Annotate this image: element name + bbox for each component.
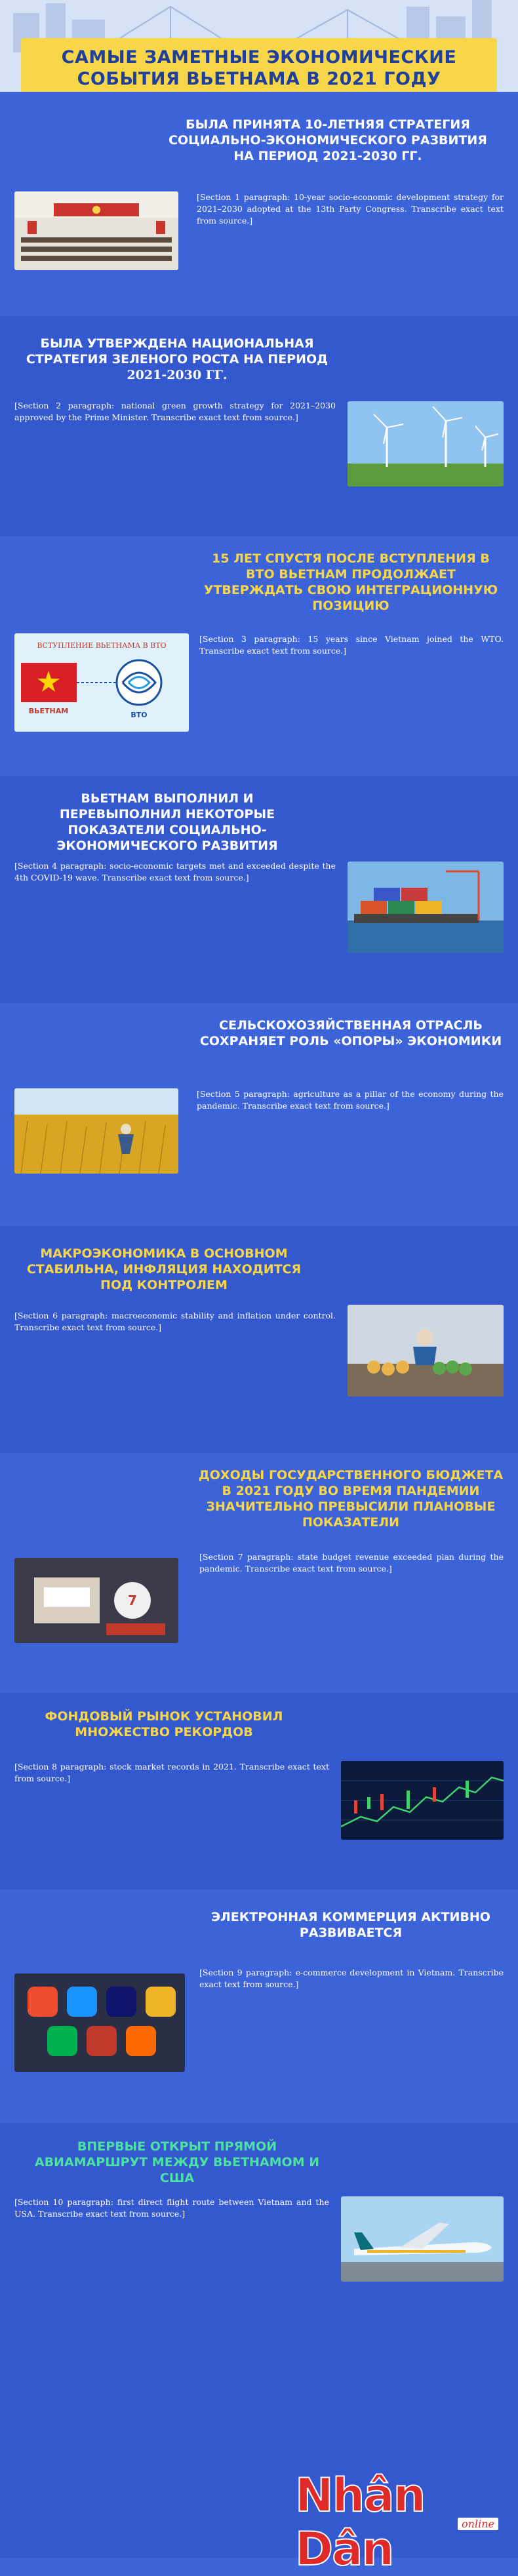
- section-heading: СЕЛЬСКОХОЗЯЙСТВЕННАЯ ОТРАСЛЬ СОХРАНЯЕТ РОЛЬ «ОПОРЫ» ЭКОНОМИКИ: [199, 1018, 502, 1048]
- logo-online-tag: online: [458, 2518, 498, 2530]
- section-wto-15-years: [0, 536, 518, 776]
- shopping-app-icon: [87, 2026, 117, 2056]
- port-containers-illustration: [348, 862, 504, 953]
- shopping-app-icon: [146, 1987, 176, 2017]
- section-heading-line1: БЫЛА УТВЕРЖДЕНА НАЦИОНАЛЬНАЯ СТРАТЕГИЯ ЗЕЛЕНОГО РОСТА НА ПЕРИОД: [26, 336, 329, 367]
- shopping-app-icon: [126, 2026, 156, 2056]
- hero-banner: [0, 0, 518, 92]
- section-body: [Section 9 paragraph: e-commerce development in Vietnam. Transcribe exact text from source.]: [199, 1968, 504, 1989]
- section-heading: ДОХОДЫ ГОСУДАРСТВЕННОГО БЮДЖЕТА В 2021 ГОДУ ВО ВРЕМЯ ПАНДЕМИИ ЗНАЧИТЕЛЬНО ПРЕВЫСИЛИ ПЛАНОВЫЕ ПОКАЗАТЕЛИ: [198, 1468, 504, 1530]
- section-body: [Section 4 paragraph: socio-economic targets met and exceeded despite the 4th COVID-19 wave. Transcribe exact text from source.]: [14, 861, 336, 882]
- section-heading: МАКРОЭКОНОМИКА В ОСНОВНОМ СТАБИЛЬНА, ИНФЛЯЦИЯ НАХОДИТСЯ ПОД КОНТРОЛЕМ: [26, 1246, 302, 1292]
- section-heading: ВПЕРВЫЕ ОТКРЫТ ПРЯМОЙ АВИАМАРШРУТ МЕЖДУ ВЬЕТНАМОМ И США: [34, 2139, 320, 2185]
- svg-text:7: 7: [128, 1593, 137, 1608]
- section-body: [Section 2 paragraph: national green growth strategy for 2021–2030 approved by the Prime Minister. Transcribe exact text from source.]: [14, 401, 336, 422]
- section-strategy-2021-2030: [0, 98, 518, 316]
- illus-caption: ВСТУПЛЕНИЕ ВЬЕТНАМА В ВТО: [37, 641, 167, 650]
- shopping-app-icon: [28, 1987, 58, 2017]
- illus-label-wto: ВТО: [130, 711, 148, 719]
- section-agriculture: [0, 1003, 518, 1226]
- stock-chart-illustration: [341, 1761, 504, 1840]
- section-direct-flight: [0, 2123, 518, 2576]
- section-heading: БЫЛА ПРИНЯТА 10-ЛЕТНЯЯ СТРАТЕГИЯ СОЦИАЛЬНО-ЭКОНОМИЧЕСКОГО РАЗВИТИЯ НА ПЕРИОД 2021-2030 ГГ.: [169, 117, 487, 163]
- market-illustration: [348, 1305, 504, 1397]
- wto-accession-illustration: [14, 633, 189, 732]
- section-heading-line2: 2021-2030 ГГ.: [127, 368, 228, 382]
- shopping-app-icon: [106, 1987, 136, 2017]
- section-heading: ВЬЕТНАМ ВЫПОЛНИЛ И ПЕРЕВЫПОЛНИЛ НЕКОТОРЫЕ ПОКАЗАТЕЛИ СОЦИАЛЬНО-ЭКОНОМИЧЕСКОГО РАЗВИТИЯ: [56, 791, 278, 853]
- shopping-app-icon: [67, 1987, 97, 2017]
- illus-label-vietnam: ВЬЕТНАМ: [28, 707, 69, 715]
- section-ecommerce: [0, 1890, 518, 2123]
- rice-field-illustration: [14, 1088, 178, 1174]
- shopping-app-icon: [47, 2026, 77, 2056]
- section-body: [Section 7 paragraph: state budget revenue exceeded plan during the pandemic. Transcribe exact text from source.]: [199, 1552, 504, 1574]
- wind-turbines-illustration: [348, 401, 504, 486]
- section-body: [Section 6 paragraph: macroeconomic stability and inflation under control. Transcribe exact text from source.]: [14, 1311, 336, 1332]
- section-body: [Section 8 paragraph: stock market records in 2021. Transcribe exact text from source.]: [14, 1762, 329, 1783]
- newspaper-logo[interactable]: [295, 2459, 498, 2576]
- section-body: [Section 10 paragraph: first direct flight route between Vietnam and the USA. Transcribe exact text from source.]: [14, 2197, 329, 2219]
- section-heading: 15 ЛЕТ СПУСТЯ ПОСЛЕ ВСТУПЛЕНИЯ В ВТО ВЬЕТНАМ ПРОДОЛЖАЕТ УТВЕРЖДАТЬ СВОЮ ИНТЕГРАЦИОННУЮ ПОЗИЦИЮ: [203, 551, 498, 613]
- ecommerce-apps-illustration: [14, 1973, 185, 2072]
- logo-wordmark: Nhân Dân: [295, 2468, 425, 2576]
- section-heading: [20, 336, 334, 383]
- section-budget-revenue: [0, 1453, 518, 1693]
- section-stock-market: [0, 1693, 518, 1890]
- airplane-illustration: [341, 2196, 504, 2282]
- section-heading: ФОНДОВЫЙ РЫНОК УСТАНОВИЛ МНОЖЕСТВО РЕКОРДОВ: [45, 1709, 283, 1739]
- section-body: [Section 1 paragraph: 10-year socio-economic development strategy for 2021–2030 adopted at the 13th Party Congress. Transcribe exact text from source.]: [197, 192, 504, 226]
- section-body: [Section 3 paragraph: 15 years since Vietnam joined the WTO. Transcribe exact text from source.]: [199, 634, 504, 656]
- title-banner: [21, 38, 497, 92]
- section-targets-met: [0, 776, 518, 1003]
- section-green-growth: [0, 316, 518, 536]
- section-macroeconomics: [0, 1226, 518, 1453]
- section-heading: ЭЛЕКТРОННАЯ КОММЕРЦИЯ АКТИВНО РАЗВИВАЕТСЯ: [211, 1910, 490, 1940]
- page-title: САМЫЕ ЗАМЕТНЫЕ ЭКОНОМИЧЕСКИЕ СОБЫТИЯ ВЬЕТНАМА В 2021 ГОДУ: [61, 47, 457, 89]
- tax-office-illustration: [14, 1558, 178, 1643]
- congress-hall-illustration: [14, 191, 178, 270]
- section-body: [Section 5 paragraph: agriculture as a pillar of the economy during the pandemic. Transcribe exact text from source.]: [197, 1089, 504, 1111]
